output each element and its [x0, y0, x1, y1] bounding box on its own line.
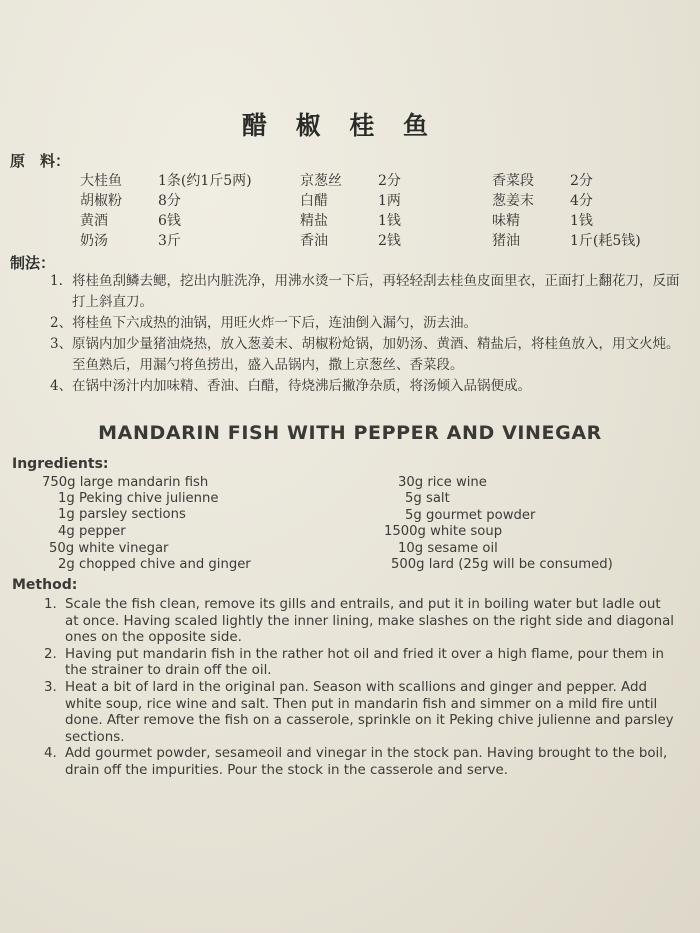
step-text: 将桂鱼下六成热的油锅，用旺火炸一下后，连油倒入漏勺，沥去油。: [72, 315, 477, 331]
english-title: MANDARIN FISH WITH PEPPER AND VINEGAR: [98, 422, 602, 444]
ingredient-name: 京葱丝: [300, 173, 342, 189]
ingredient-item: 4g pepper: [58, 524, 126, 539]
ingredient-item: 50g white vinegar: [49, 541, 169, 556]
ingredient-qty: 1钱: [570, 213, 593, 229]
step-text: Add gourmet powder, sesameoil and vinegar in the stock pan. Having brought to the boil, drain off the impurities. Pour the stock in the casserole and serve.: [65, 746, 668, 778]
method-step: [44, 647, 674, 680]
ingredient-qty: 3斤: [158, 233, 181, 249]
english-ingredients-label: Ingredients:: [12, 456, 109, 472]
step-number: 3.: [44, 679, 57, 695]
ingredient-name: 胡椒粉: [80, 193, 122, 209]
method-step: [50, 376, 690, 397]
step-text: Heat a bit of lard in the original pan. Season with scallions and ginger and pepper. Add white soup, rice wine and salt. Then put in mandarin fish and simmer on a mild fire until done. After remove the fish on a casserole, sprinkle on it Peking chive julienne and parsley sections.: [65, 679, 674, 745]
step-text: 将桂鱼刮鳞去鳃，挖出内脏洗净，用沸水烫一下后，再轻轻刮去桂鱼皮面里衣，正面打上翻花刀，反面打上斜直刀。: [72, 273, 680, 310]
ingredient-qty: 6钱: [158, 213, 181, 229]
ingredient-item: 30g rice wine: [398, 475, 487, 490]
method-step: [50, 271, 690, 313]
ingredient-item: 750g large mandarin fish: [42, 475, 209, 490]
ingredient-item: 2g chopped chive and ginger: [58, 557, 251, 572]
step-number: 2、: [50, 315, 73, 331]
ingredient-name: 奶汤: [80, 233, 108, 249]
chinese-method-label: 制法：: [10, 254, 56, 272]
step-text: 原锅内加少量猪油烧热，放入葱姜末、胡椒粉炝锅，加奶汤、黄酒、精盐后，将桂鱼放入，用文火炖。至鱼熟后，用漏勺将鱼捞出，盛入品锅内，撒上京葱丝、香菜段。: [72, 336, 680, 373]
step-number: 4、: [50, 378, 73, 394]
ingredient-qty: 2分: [570, 173, 593, 189]
ingredient-qty: 1斤(耗5钱): [570, 233, 641, 249]
english-method-steps: [44, 597, 674, 780]
ingredient-name: 味精: [492, 213, 520, 229]
ingredient-name: 葱姜末: [492, 193, 534, 209]
step-text: 在锅中汤汁内加味精、香油、白醋，待烧沸后撇净杂质，将汤倾入品锅便成。: [72, 378, 531, 394]
chinese-title: 醋 椒 桂 鱼: [241, 111, 439, 140]
ingredient-qty: 4分: [570, 193, 593, 209]
ingredient-qty: 1两: [378, 193, 401, 209]
step-text: Having put mandarin fish in the rather hot oil and fried it over a high flame, pour them in the strainer to drain off the oil.: [65, 646, 664, 679]
method-step: [44, 597, 674, 647]
ingredient-name: 猪油: [492, 233, 520, 249]
ingredient-item: 1g parsley sections: [58, 507, 186, 522]
step-number: 2.: [44, 646, 57, 662]
ingredient-name: 精盐: [300, 213, 328, 229]
ingredient-name: 白醋: [300, 193, 328, 209]
ingredient-item: 500g lard (25g will be consumed): [391, 557, 613, 572]
ingredient-item: 1g Peking chive julienne: [58, 491, 219, 506]
ingredient-name: 黄酒: [80, 213, 108, 229]
ingredient-name: 香菜段: [492, 173, 534, 189]
step-number: 1.: [44, 597, 57, 612]
step-number: 4.: [44, 746, 57, 762]
ingredient-qty: 2分: [378, 173, 401, 189]
ingredient-item: 10g sesame oil: [398, 541, 498, 556]
ingredient-qty: 2钱: [378, 233, 401, 249]
ingredient-qty: 8分: [158, 193, 181, 209]
chinese-method-steps: [50, 271, 690, 397]
step-number: 1.: [50, 273, 63, 289]
step-number: 3、: [50, 336, 73, 352]
chinese-ingredients-label: 原 料：: [10, 152, 71, 170]
ingredient-qty: 1钱: [378, 213, 401, 229]
ingredient-item: 1500g white soup: [384, 524, 503, 539]
english-method-label: Method:: [12, 577, 78, 593]
step-text: Scale the fish clean, remove its gills and entrails, and put it in boiling water but ladle out at once. Having scaled lightly the inner lining, make slashes on the right side and diagonal ones on the opposite side.: [65, 597, 674, 646]
method-step: [50, 334, 690, 376]
ingredient-item: 5g salt: [405, 491, 450, 506]
method-step: [44, 680, 674, 746]
ingredient-name: 大桂鱼: [80, 173, 122, 189]
ingredient-name: 香油: [300, 233, 328, 249]
method-step: [50, 313, 690, 334]
ingredient-qty: 1条(约1斤5两): [158, 173, 252, 189]
method-step: [44, 746, 674, 779]
ingredient-item: 5g gourmet powder: [405, 508, 536, 523]
